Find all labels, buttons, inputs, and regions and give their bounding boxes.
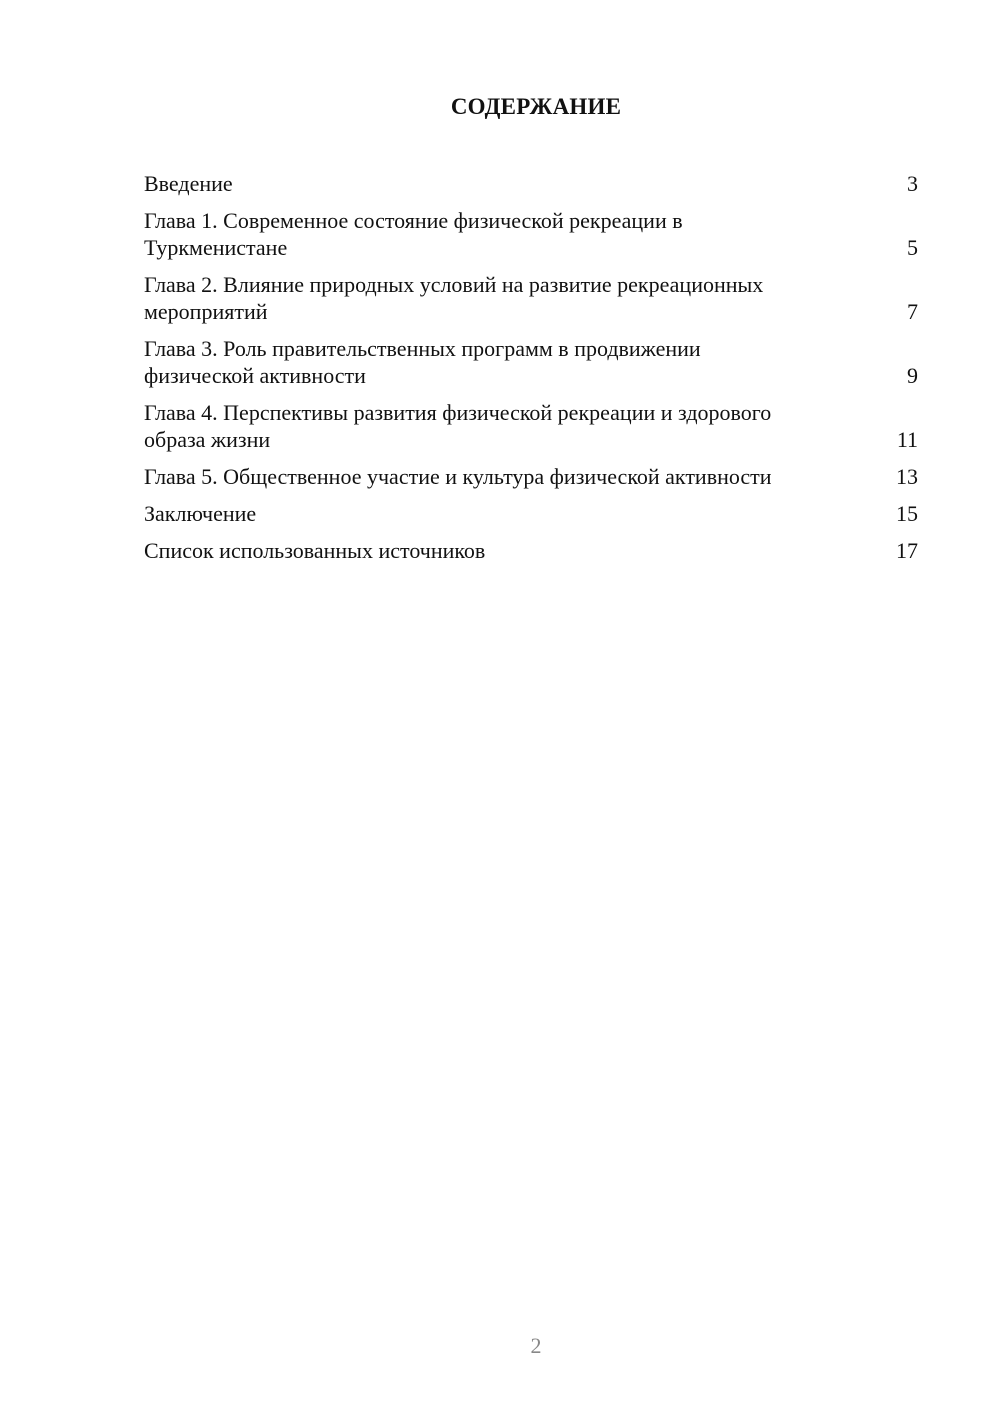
toc-entry-text: Список использованных источников [144, 538, 486, 563]
toc-entry-chapter-3 [144, 335, 918, 389]
toc-entry-page: 13 [896, 464, 918, 489]
toc-entry-chapter-1 [144, 207, 918, 261]
toc-entry-text: Глава 4. Перспективы развития физической рекреации и здорового образа жизни [144, 400, 772, 452]
toc-entry-conclusion [144, 500, 918, 527]
toc-entry-page: 5 [907, 235, 918, 260]
toc-entry-page: 7 [907, 299, 918, 324]
page-number: 2 [530, 1333, 542, 1358]
toc-entry-text: Введение [144, 171, 233, 196]
toc-entry-text: Глава 2. Влияние природных условий на развитие рекреационных мероприятий [144, 272, 764, 324]
toc-entry-text: Глава 5. Общественное участие и культура физической активности [144, 464, 772, 489]
toc-entry-page: 15 [896, 501, 918, 526]
toc-entry-page: 17 [896, 538, 918, 563]
toc-entry-text: Глава 1. Современное состояние физической рекреации в Туркменистане [144, 208, 683, 260]
toc-entry-page: 3 [907, 171, 918, 196]
toc-entry-page: 9 [907, 363, 918, 388]
toc-entry-chapter-5 [144, 463, 918, 490]
page-title: СОДЕРЖАНИЕ [450, 94, 622, 119]
toc-entry-introduction [144, 170, 918, 197]
toc-entry-page: 11 [896, 427, 918, 452]
toc-entry-chapter-2 [144, 271, 918, 325]
toc-entry-text: Глава 3. Роль правительственных программ в продвижении физической активности [144, 336, 701, 388]
table-of-contents [144, 170, 918, 574]
toc-entry-text: Заключение [144, 501, 257, 526]
toc-entry-references [144, 537, 918, 564]
toc-entry-chapter-4 [144, 399, 918, 453]
